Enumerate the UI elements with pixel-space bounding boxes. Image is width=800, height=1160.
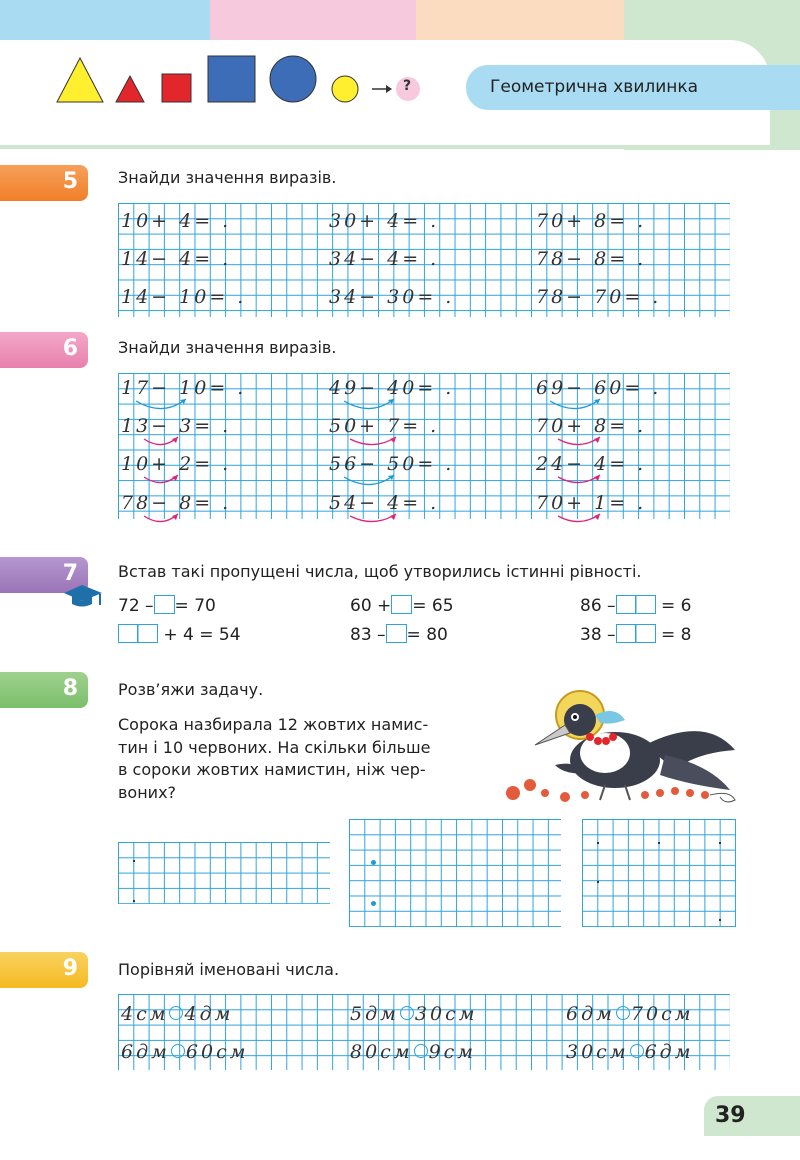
- compare-circle[interactable]: [169, 1006, 183, 1020]
- quantity-left: 6дм: [121, 1041, 170, 1063]
- eq-right: = 8: [660, 625, 692, 645]
- quantity-left: 80см: [350, 1041, 413, 1063]
- grid-dot: [133, 860, 135, 862]
- compare-circle[interactable]: [630, 1044, 644, 1058]
- page-title: Геометрична хвилинка: [490, 77, 699, 97]
- ex5-r3-c1: 14− 10= .: [121, 286, 247, 308]
- compare-circle[interactable]: [616, 1006, 630, 1020]
- ex6-r3-c1: 10+ 2= .: [121, 453, 232, 475]
- eq-right: + 4 = 54: [163, 625, 241, 645]
- ex6-r2-c2: 50+ 7= .: [329, 415, 440, 437]
- ex9-r1-c1: [121, 1003, 233, 1025]
- answer-box[interactable]: [154, 595, 175, 614]
- grid-dot: [371, 901, 376, 906]
- ex5-r3-c3: 78− 70= .: [536, 286, 662, 308]
- blue-circle: [270, 56, 316, 102]
- eq-left: 38 –: [580, 625, 616, 645]
- equation-1: [118, 595, 216, 616]
- yellow-triangle: [57, 58, 103, 102]
- eq-right: = 6: [660, 596, 692, 616]
- compare-circle[interactable]: [400, 1006, 414, 1020]
- ex9-r1-c3: [566, 1003, 693, 1025]
- grid-dot: [719, 919, 721, 921]
- exercise-number: 9: [62, 956, 78, 981]
- eq-left: 83 –: [350, 625, 386, 645]
- ex5-r2-c2: 34− 4= .: [329, 248, 440, 270]
- answer-box[interactable]: [616, 624, 656, 643]
- grid-dot: [597, 881, 599, 883]
- exercise-6-badge: [0, 332, 88, 368]
- exercise-8-badge: [0, 672, 88, 708]
- question-mark: ?: [403, 78, 412, 94]
- grid-dot: [597, 842, 599, 844]
- quantity-left: 4см: [121, 1003, 169, 1025]
- header-band-blue: [0, 0, 210, 42]
- equation-4: [118, 624, 241, 645]
- exercise-number: 5: [62, 169, 78, 194]
- quantity-right: 4дм: [184, 1003, 234, 1025]
- eq-right: = 65: [412, 596, 454, 616]
- equation-6: [580, 624, 691, 645]
- quantity-right: 60см: [185, 1041, 249, 1063]
- eq-left: 86 –: [580, 596, 616, 616]
- ex9-r2-c1: [121, 1041, 248, 1063]
- header-band-peach: [416, 0, 624, 42]
- exercise-number: 8: [62, 676, 78, 701]
- eq-right: = 80: [406, 625, 448, 645]
- ex6-r4-c3: 70+ 1= .: [536, 492, 647, 514]
- yellow-circle: [332, 76, 358, 102]
- ex9-r1-c2: [350, 1003, 477, 1025]
- answer-box[interactable]: [386, 624, 407, 643]
- equation-3: [580, 595, 691, 616]
- ex9-r2-c3: [566, 1041, 693, 1063]
- answer-box[interactable]: [391, 595, 412, 614]
- eq-left: 72 –: [118, 596, 154, 616]
- compare-circle[interactable]: [414, 1044, 428, 1058]
- exercise-9-instruction: Порівняй іменовані числа.: [118, 960, 340, 979]
- equation-5: [350, 624, 448, 645]
- ex5-r3-c2: 34− 30= .: [329, 286, 455, 308]
- ex6-r4-c2: 54− 4= .: [329, 492, 440, 514]
- ex5-r1-c1: 10+ 4= .: [121, 210, 232, 232]
- graduation-cap-icon: [62, 583, 106, 609]
- exercise-number: 6: [62, 336, 78, 361]
- exercise-6-instruction: Знайди значення виразів.: [118, 338, 337, 357]
- grid-dot: [658, 842, 660, 844]
- quantity-right: 70см: [630, 1003, 694, 1025]
- ex5-r2-c3: 78− 8= .: [536, 248, 647, 270]
- quantity-left: 30см: [566, 1041, 629, 1063]
- quantity-right: 9см: [428, 1041, 477, 1063]
- grid-dot: [133, 900, 135, 902]
- word-problem: [118, 714, 431, 804]
- quantity-right: 6дм: [644, 1041, 694, 1063]
- quantity-right: 30см: [414, 1003, 478, 1025]
- geometric-shapes: [50, 52, 430, 112]
- problem-line: в сороки жовтих намистин, ніж чер-: [118, 760, 426, 779]
- answer-grid-answer: [582, 819, 736, 927]
- equation-2: [350, 595, 454, 616]
- ex6-r3-c3: 24− 4= .: [536, 453, 647, 475]
- eq-right: = 70: [174, 596, 216, 616]
- header-divider: [0, 145, 800, 149]
- page-number: 39: [715, 1103, 746, 1128]
- ex6-r2-c1: 13− 3= .: [121, 415, 232, 437]
- problem-line: тин і 10 червоних. На скільки більше: [118, 737, 431, 757]
- ex5-r2-c1: 14− 4= .: [121, 248, 232, 270]
- answer-grid-short: [118, 842, 330, 904]
- magpie-illustration: [495, 675, 745, 815]
- exercise-9-badge: [0, 952, 88, 988]
- answer-box[interactable]: [616, 595, 656, 614]
- eq-left: 60 +: [350, 596, 392, 616]
- problem-line: воних?: [118, 782, 177, 802]
- ex6-r1-c2: 49− 40= .: [329, 377, 455, 399]
- exercise-5-instruction: Знайди значення виразів.: [118, 168, 337, 187]
- answer-box[interactable]: [118, 624, 158, 643]
- ex6-r3-c2: 56− 50= .: [329, 453, 455, 475]
- compare-circle[interactable]: [171, 1044, 185, 1058]
- answer-grid-problem: [349, 819, 561, 927]
- red-triangle: [116, 76, 144, 102]
- ex9-r2-c2: [350, 1041, 476, 1063]
- quantity-left: 5дм: [350, 1003, 399, 1025]
- quantity-left: 6дм: [566, 1003, 615, 1025]
- ex5-r1-c3: 70+ 8= .: [536, 210, 647, 232]
- grid-dot: [371, 860, 376, 865]
- header-band-pink: [210, 0, 416, 42]
- problem-line: Сорока назбирала 12 жовтих намис-: [118, 715, 429, 734]
- ex5-r1-c2: 30+ 4= .: [329, 210, 440, 232]
- exercise-8-instruction: Розв’яжи задачу.: [118, 680, 264, 699]
- ex6-r1-c1: 17− 10= .: [121, 377, 247, 399]
- blue-square: [208, 56, 255, 102]
- exercise-number: 7: [62, 561, 78, 586]
- exercise-5-badge: [0, 165, 88, 201]
- ex6-r2-c3: 70+ 8= .: [536, 415, 647, 437]
- ex6-r1-c3: 69− 60= .: [536, 377, 662, 399]
- exercise-6-hint-arcs: [118, 373, 730, 523]
- red-square: [162, 74, 191, 102]
- ex6-r4-c1: 78− 8= .: [121, 492, 232, 514]
- grid-dot: [719, 842, 721, 844]
- exercise-7-instruction: Встав такі пропущені числа, щоб утворились істинні рівності.: [118, 562, 642, 581]
